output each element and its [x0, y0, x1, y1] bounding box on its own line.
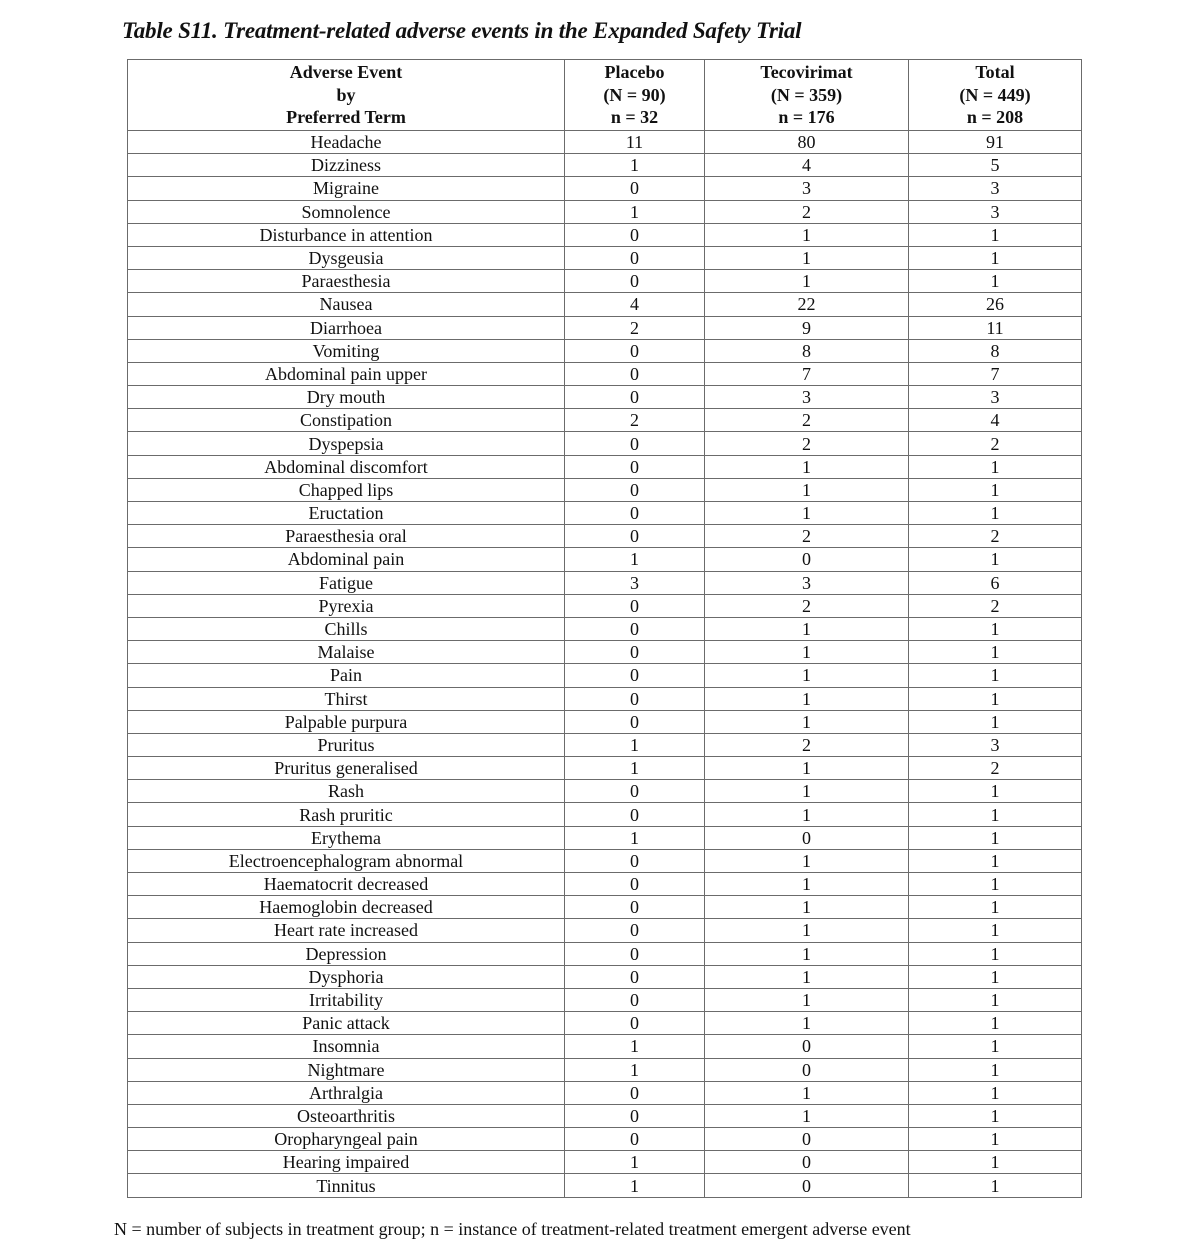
table-row [128, 757, 1082, 780]
cell-tecovirimat-count: 1 [705, 455, 909, 478]
table-row [128, 246, 1082, 269]
cell-preferred-term: Rash pruritic [128, 803, 565, 826]
cell-preferred-term: Abdominal pain [128, 548, 565, 571]
cell-total-count: 1 [909, 826, 1082, 849]
table-footnote: N = number of subjects in treatment group; n = instance of treatment-related treatment emergent adverse event [114, 1219, 911, 1239]
table-title: Table S11. Treatment-related adverse events in the Expanded Safety Trial [122, 18, 802, 43]
cell-placebo-count: 0 [565, 1128, 705, 1151]
cell-tecovirimat-count: 0 [705, 1035, 909, 1058]
cell-total-count: 1 [909, 478, 1082, 501]
cell-preferred-term: Pyrexia [128, 594, 565, 617]
table-row [128, 942, 1082, 965]
table-row [128, 270, 1082, 293]
cell-total-count: 2 [909, 525, 1082, 548]
cell-placebo-count: 1 [565, 733, 705, 756]
cell-placebo-count: 0 [565, 1104, 705, 1127]
cell-preferred-term: Irritability [128, 988, 565, 1011]
cell-total-count: 6 [909, 571, 1082, 594]
cell-preferred-term: Eructation [128, 502, 565, 525]
cell-preferred-term: Rash [128, 780, 565, 803]
cell-preferred-term: Dizziness [128, 154, 565, 177]
cell-preferred-term: Pruritus generalised [128, 757, 565, 780]
table-row [128, 339, 1082, 362]
table-row [128, 362, 1082, 385]
cell-preferred-term: Insomnia [128, 1035, 565, 1058]
table-row [128, 1151, 1082, 1174]
cell-tecovirimat-count: 2 [705, 594, 909, 617]
cell-tecovirimat-count: 1 [705, 1081, 909, 1104]
cell-placebo-count: 0 [565, 594, 705, 617]
table-row [128, 154, 1082, 177]
cell-placebo-count: 0 [565, 223, 705, 246]
cell-placebo-count: 3 [565, 571, 705, 594]
cell-preferred-term: Disturbance in attention [128, 223, 565, 246]
cell-placebo-count: 1 [565, 757, 705, 780]
cell-total-count: 1 [909, 896, 1082, 919]
table-row [128, 1058, 1082, 1081]
cell-placebo-count: 0 [565, 803, 705, 826]
table-row [128, 478, 1082, 501]
header-tecovirimat: Tecovirimat (N = 359) n = 176 [705, 60, 909, 131]
cell-total-count: 1 [909, 223, 1082, 246]
cell-tecovirimat-count: 1 [705, 803, 909, 826]
cell-total-count: 1 [909, 270, 1082, 293]
cell-total-count: 1 [909, 1012, 1082, 1035]
cell-total-count: 1 [909, 1104, 1082, 1127]
cell-preferred-term: Hearing impaired [128, 1151, 565, 1174]
cell-placebo-count: 0 [565, 339, 705, 362]
cell-total-count: 11 [909, 316, 1082, 339]
cell-tecovirimat-count: 1 [705, 478, 909, 501]
cell-preferred-term: Heart rate increased [128, 919, 565, 942]
cell-total-count: 1 [909, 942, 1082, 965]
cell-total-count: 3 [909, 386, 1082, 409]
cell-preferred-term: Nausea [128, 293, 565, 316]
table-row [128, 432, 1082, 455]
cell-total-count: 1 [909, 455, 1082, 478]
cell-tecovirimat-count: 1 [705, 849, 909, 872]
cell-preferred-term: Migraine [128, 177, 565, 200]
table-row [128, 386, 1082, 409]
table-row [128, 293, 1082, 316]
cell-tecovirimat-count: 1 [705, 919, 909, 942]
cell-total-count: 3 [909, 177, 1082, 200]
cell-tecovirimat-count: 1 [705, 757, 909, 780]
cell-tecovirimat-count: 0 [705, 1174, 909, 1197]
table-row [128, 710, 1082, 733]
cell-placebo-count: 0 [565, 432, 705, 455]
cell-placebo-count: 2 [565, 316, 705, 339]
table-row [128, 200, 1082, 223]
cell-total-count: 7 [909, 362, 1082, 385]
cell-tecovirimat-count: 1 [705, 617, 909, 640]
cell-preferred-term: Oropharyngeal pain [128, 1128, 565, 1151]
cell-preferred-term: Palpable purpura [128, 710, 565, 733]
cell-tecovirimat-count: 3 [705, 386, 909, 409]
cell-preferred-term: Chills [128, 617, 565, 640]
cell-placebo-count: 0 [565, 896, 705, 919]
table-row [128, 131, 1082, 154]
cell-placebo-count: 0 [565, 386, 705, 409]
cell-preferred-term: Electroencephalogram abnormal [128, 849, 565, 872]
cell-total-count: 1 [909, 641, 1082, 664]
cell-placebo-count: 1 [565, 1151, 705, 1174]
cell-tecovirimat-count: 1 [705, 988, 909, 1011]
cell-total-count: 1 [909, 1035, 1082, 1058]
cell-tecovirimat-count: 2 [705, 200, 909, 223]
cell-tecovirimat-count: 1 [705, 687, 909, 710]
cell-total-count: 26 [909, 293, 1082, 316]
cell-tecovirimat-count: 2 [705, 432, 909, 455]
table-row [128, 177, 1082, 200]
cell-total-count: 1 [909, 1058, 1082, 1081]
cell-total-count: 5 [909, 154, 1082, 177]
cell-preferred-term: Paraesthesia [128, 270, 565, 293]
cell-placebo-count: 1 [565, 1058, 705, 1081]
table-row [128, 502, 1082, 525]
cell-placebo-count: 0 [565, 849, 705, 872]
cell-placebo-count: 0 [565, 641, 705, 664]
cell-placebo-count: 0 [565, 617, 705, 640]
cell-placebo-count: 1 [565, 548, 705, 571]
cell-placebo-count: 0 [565, 687, 705, 710]
cell-preferred-term: Paraesthesia oral [128, 525, 565, 548]
cell-preferred-term: Chapped lips [128, 478, 565, 501]
cell-placebo-count: 0 [565, 1012, 705, 1035]
table-row [128, 988, 1082, 1011]
cell-placebo-count: 11 [565, 131, 705, 154]
table-row [128, 409, 1082, 432]
cell-preferred-term: Erythema [128, 826, 565, 849]
table-row [128, 455, 1082, 478]
table-row [128, 780, 1082, 803]
cell-tecovirimat-count: 1 [705, 942, 909, 965]
table-row [128, 919, 1082, 942]
cell-total-count: 1 [909, 1081, 1082, 1104]
cell-total-count: 1 [909, 687, 1082, 710]
table-row [128, 641, 1082, 664]
cell-placebo-count: 1 [565, 1174, 705, 1197]
cell-preferred-term: Dysgeusia [128, 246, 565, 269]
cell-tecovirimat-count: 8 [705, 339, 909, 362]
cell-total-count: 8 [909, 339, 1082, 362]
cell-total-count: 1 [909, 502, 1082, 525]
cell-preferred-term: Abdominal discomfort [128, 455, 565, 478]
cell-tecovirimat-count: 3 [705, 177, 909, 200]
cell-tecovirimat-count: 1 [705, 710, 909, 733]
cell-preferred-term: Dyspepsia [128, 432, 565, 455]
cell-placebo-count: 2 [565, 409, 705, 432]
cell-preferred-term: Osteoarthritis [128, 1104, 565, 1127]
cell-preferred-term: Abdominal pain upper [128, 362, 565, 385]
cell-preferred-term: Thirst [128, 687, 565, 710]
cell-preferred-term: Tinnitus [128, 1174, 565, 1197]
cell-placebo-count: 0 [565, 873, 705, 896]
cell-tecovirimat-count: 80 [705, 131, 909, 154]
cell-placebo-count: 1 [565, 154, 705, 177]
cell-total-count: 2 [909, 432, 1082, 455]
cell-tecovirimat-count: 1 [705, 270, 909, 293]
table-row [128, 733, 1082, 756]
table-row [128, 803, 1082, 826]
table-row [128, 223, 1082, 246]
cell-tecovirimat-count: 0 [705, 1058, 909, 1081]
cell-placebo-count: 0 [565, 362, 705, 385]
table-row [128, 687, 1082, 710]
table-row [128, 1174, 1082, 1197]
cell-preferred-term: Dysphoria [128, 965, 565, 988]
cell-placebo-count: 0 [565, 246, 705, 269]
header-row [128, 60, 1082, 131]
table-body [128, 131, 1082, 1198]
cell-total-count: 2 [909, 594, 1082, 617]
cell-total-count: 1 [909, 988, 1082, 1011]
cell-tecovirimat-count: 1 [705, 780, 909, 803]
header-placebo: Placebo (N = 90) n = 32 [565, 60, 705, 131]
cell-tecovirimat-count: 1 [705, 223, 909, 246]
cell-total-count: 91 [909, 131, 1082, 154]
cell-placebo-count: 1 [565, 826, 705, 849]
table-row [128, 316, 1082, 339]
table-row [128, 1081, 1082, 1104]
cell-preferred-term: Vomiting [128, 339, 565, 362]
cell-tecovirimat-count: 1 [705, 873, 909, 896]
table-row [128, 594, 1082, 617]
table-row [128, 965, 1082, 988]
cell-tecovirimat-count: 3 [705, 571, 909, 594]
cell-tecovirimat-count: 1 [705, 896, 909, 919]
cell-preferred-term: Depression [128, 942, 565, 965]
cell-preferred-term: Pruritus [128, 733, 565, 756]
cell-preferred-term: Somnolence [128, 200, 565, 223]
cell-tecovirimat-count: 0 [705, 1128, 909, 1151]
cell-total-count: 1 [909, 548, 1082, 571]
cell-placebo-count: 0 [565, 919, 705, 942]
cell-preferred-term: Diarrhoea [128, 316, 565, 339]
table-row [128, 896, 1082, 919]
header-adverse-event: Adverse Event by Preferred Term [128, 60, 565, 131]
cell-total-count: 1 [909, 664, 1082, 687]
cell-preferred-term: Nightmare [128, 1058, 565, 1081]
cell-preferred-term: Dry mouth [128, 386, 565, 409]
cell-total-count: 1 [909, 803, 1082, 826]
table-row [128, 873, 1082, 896]
cell-tecovirimat-count: 1 [705, 641, 909, 664]
cell-preferred-term: Arthralgia [128, 1081, 565, 1104]
cell-tecovirimat-count: 0 [705, 1151, 909, 1174]
cell-tecovirimat-count: 22 [705, 293, 909, 316]
cell-placebo-count: 0 [565, 270, 705, 293]
cell-total-count: 1 [909, 710, 1082, 733]
table-row [128, 1012, 1082, 1035]
cell-total-count: 1 [909, 780, 1082, 803]
cell-tecovirimat-count: 0 [705, 548, 909, 571]
cell-tecovirimat-count: 7 [705, 362, 909, 385]
cell-total-count: 1 [909, 1174, 1082, 1197]
cell-preferred-term: Malaise [128, 641, 565, 664]
table-row [128, 617, 1082, 640]
table-row [128, 548, 1082, 571]
cell-preferred-term: Pain [128, 664, 565, 687]
table-row [128, 1104, 1082, 1127]
table-row [128, 1035, 1082, 1058]
adverse-events-table [127, 59, 1082, 1198]
table-row [128, 1128, 1082, 1151]
cell-placebo-count: 0 [565, 525, 705, 548]
cell-preferred-term: Constipation [128, 409, 565, 432]
cell-placebo-count: 0 [565, 478, 705, 501]
cell-preferred-term: Fatigue [128, 571, 565, 594]
cell-total-count: 4 [909, 409, 1082, 432]
cell-preferred-term: Haematocrit decreased [128, 873, 565, 896]
cell-placebo-count: 1 [565, 200, 705, 223]
cell-placebo-count: 4 [565, 293, 705, 316]
cell-total-count: 1 [909, 617, 1082, 640]
cell-total-count: 1 [909, 1128, 1082, 1151]
table-row [128, 664, 1082, 687]
cell-total-count: 1 [909, 919, 1082, 942]
cell-total-count: 1 [909, 849, 1082, 872]
table-row [128, 525, 1082, 548]
cell-preferred-term: Headache [128, 131, 565, 154]
cell-preferred-term: Haemoglobin decreased [128, 896, 565, 919]
cell-tecovirimat-count: 2 [705, 409, 909, 432]
cell-tecovirimat-count: 1 [705, 246, 909, 269]
cell-placebo-count: 0 [565, 710, 705, 733]
cell-tecovirimat-count: 1 [705, 664, 909, 687]
cell-tecovirimat-count: 4 [705, 154, 909, 177]
cell-placebo-count: 0 [565, 455, 705, 478]
cell-tecovirimat-count: 1 [705, 1104, 909, 1127]
cell-placebo-count: 0 [565, 502, 705, 525]
cell-total-count: 1 [909, 1151, 1082, 1174]
cell-total-count: 3 [909, 733, 1082, 756]
cell-total-count: 1 [909, 965, 1082, 988]
cell-tecovirimat-count: 2 [705, 733, 909, 756]
cell-tecovirimat-count: 1 [705, 502, 909, 525]
cell-tecovirimat-count: 2 [705, 525, 909, 548]
cell-total-count: 3 [909, 200, 1082, 223]
header-total: Total (N = 449) n = 208 [909, 60, 1082, 131]
cell-placebo-count: 0 [565, 780, 705, 803]
cell-total-count: 2 [909, 757, 1082, 780]
cell-tecovirimat-count: 1 [705, 965, 909, 988]
cell-placebo-count: 0 [565, 965, 705, 988]
table-row [128, 571, 1082, 594]
cell-total-count: 1 [909, 873, 1082, 896]
cell-tecovirimat-count: 9 [705, 316, 909, 339]
cell-preferred-term: Panic attack [128, 1012, 565, 1035]
cell-total-count: 1 [909, 246, 1082, 269]
cell-tecovirimat-count: 1 [705, 1012, 909, 1035]
cell-placebo-count: 0 [565, 664, 705, 687]
cell-tecovirimat-count: 0 [705, 826, 909, 849]
cell-placebo-count: 0 [565, 177, 705, 200]
cell-placebo-count: 0 [565, 988, 705, 1011]
table-row [128, 849, 1082, 872]
cell-placebo-count: 0 [565, 1081, 705, 1104]
cell-placebo-count: 0 [565, 942, 705, 965]
cell-placebo-count: 1 [565, 1035, 705, 1058]
table-row [128, 826, 1082, 849]
